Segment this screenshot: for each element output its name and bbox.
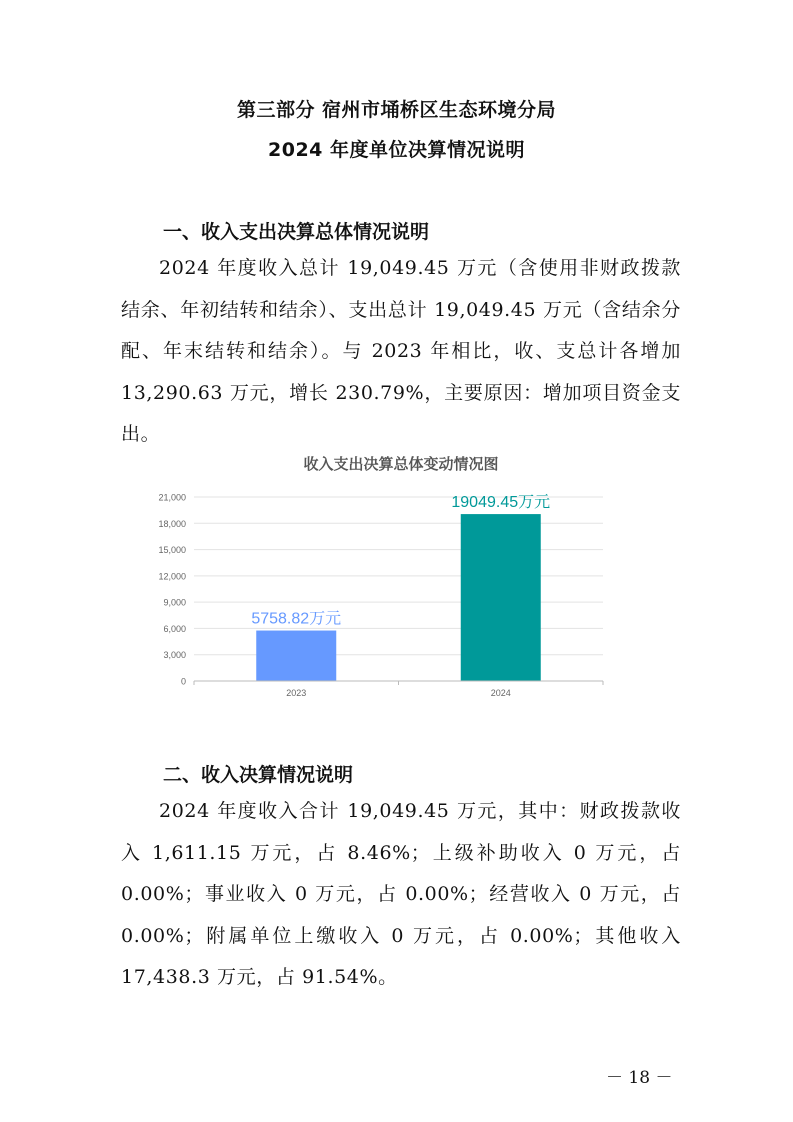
- y-tick-label: 9,000: [163, 597, 186, 608]
- section2-text: 2024 年度收入合计 19,049.45 万元，其中：财政拨款收入 1,611.15 万元，占 8.46%；上级补助收入 0 万元，占 0.00%；事业收入 0 万元，占 0.00%；经营收入 0 万元，占 0.00%；附属单位上缴收入 0 万元，占 0.00%；其他收入 17,438.3 万元，占 91.54%。: [121, 800, 681, 988]
- section1-paragraph: [121, 248, 681, 456]
- page-number: － 18 －: [606, 1068, 673, 1088]
- bar-2023: [256, 631, 336, 681]
- section1-heading: 一、收入支出决算总体情况说明: [163, 221, 430, 243]
- income-expense-bar-chart: [121, 445, 681, 715]
- chart-bars: [251, 493, 550, 681]
- doc-title-line1: 第三部分 宿州市埇桥区生态环境分局: [236, 99, 557, 121]
- bar-data-label: 5758.82万元: [251, 610, 342, 628]
- y-tick-label: 0: [180, 676, 186, 687]
- section1-text: 2024 年度收入总计 19,049.45 万元（含使用非财政拨款结余、年初结转和结余）、支出总计 19,049.45 万元（含结余分配、年末结转和结余）。与 2023 年相比，收、支总计各增加 13,290.63 万元，增长 230.79%，主要原因：增加项目资金支出。: [121, 257, 681, 445]
- y-tick-label: 21,000: [158, 492, 186, 503]
- chart-title: 收入支出决算总体变动情况图: [303, 456, 499, 473]
- chart-x-axis: [194, 681, 603, 698]
- bar-data-label: 19049.45万元: [451, 494, 551, 512]
- section2-paragraph: [121, 791, 681, 999]
- bar-2024: [461, 514, 541, 681]
- chart-gridlines: [194, 497, 603, 655]
- y-tick-label: 15,000: [158, 545, 186, 556]
- y-tick-label: 12,000: [158, 571, 186, 582]
- y-tick-label: 3,000: [163, 650, 186, 661]
- doc-title-line2: 2024 年度单位决算情况说明: [268, 139, 525, 161]
- section2-heading: 二、收入决算情况说明: [163, 764, 354, 786]
- y-tick-label: 18,000: [158, 518, 186, 529]
- y-tick-label: 6,000: [163, 623, 186, 634]
- x-tick-label: 2024: [490, 688, 511, 698]
- x-tick-label: 2023: [286, 688, 307, 698]
- chart-y-axis: [158, 493, 186, 687]
